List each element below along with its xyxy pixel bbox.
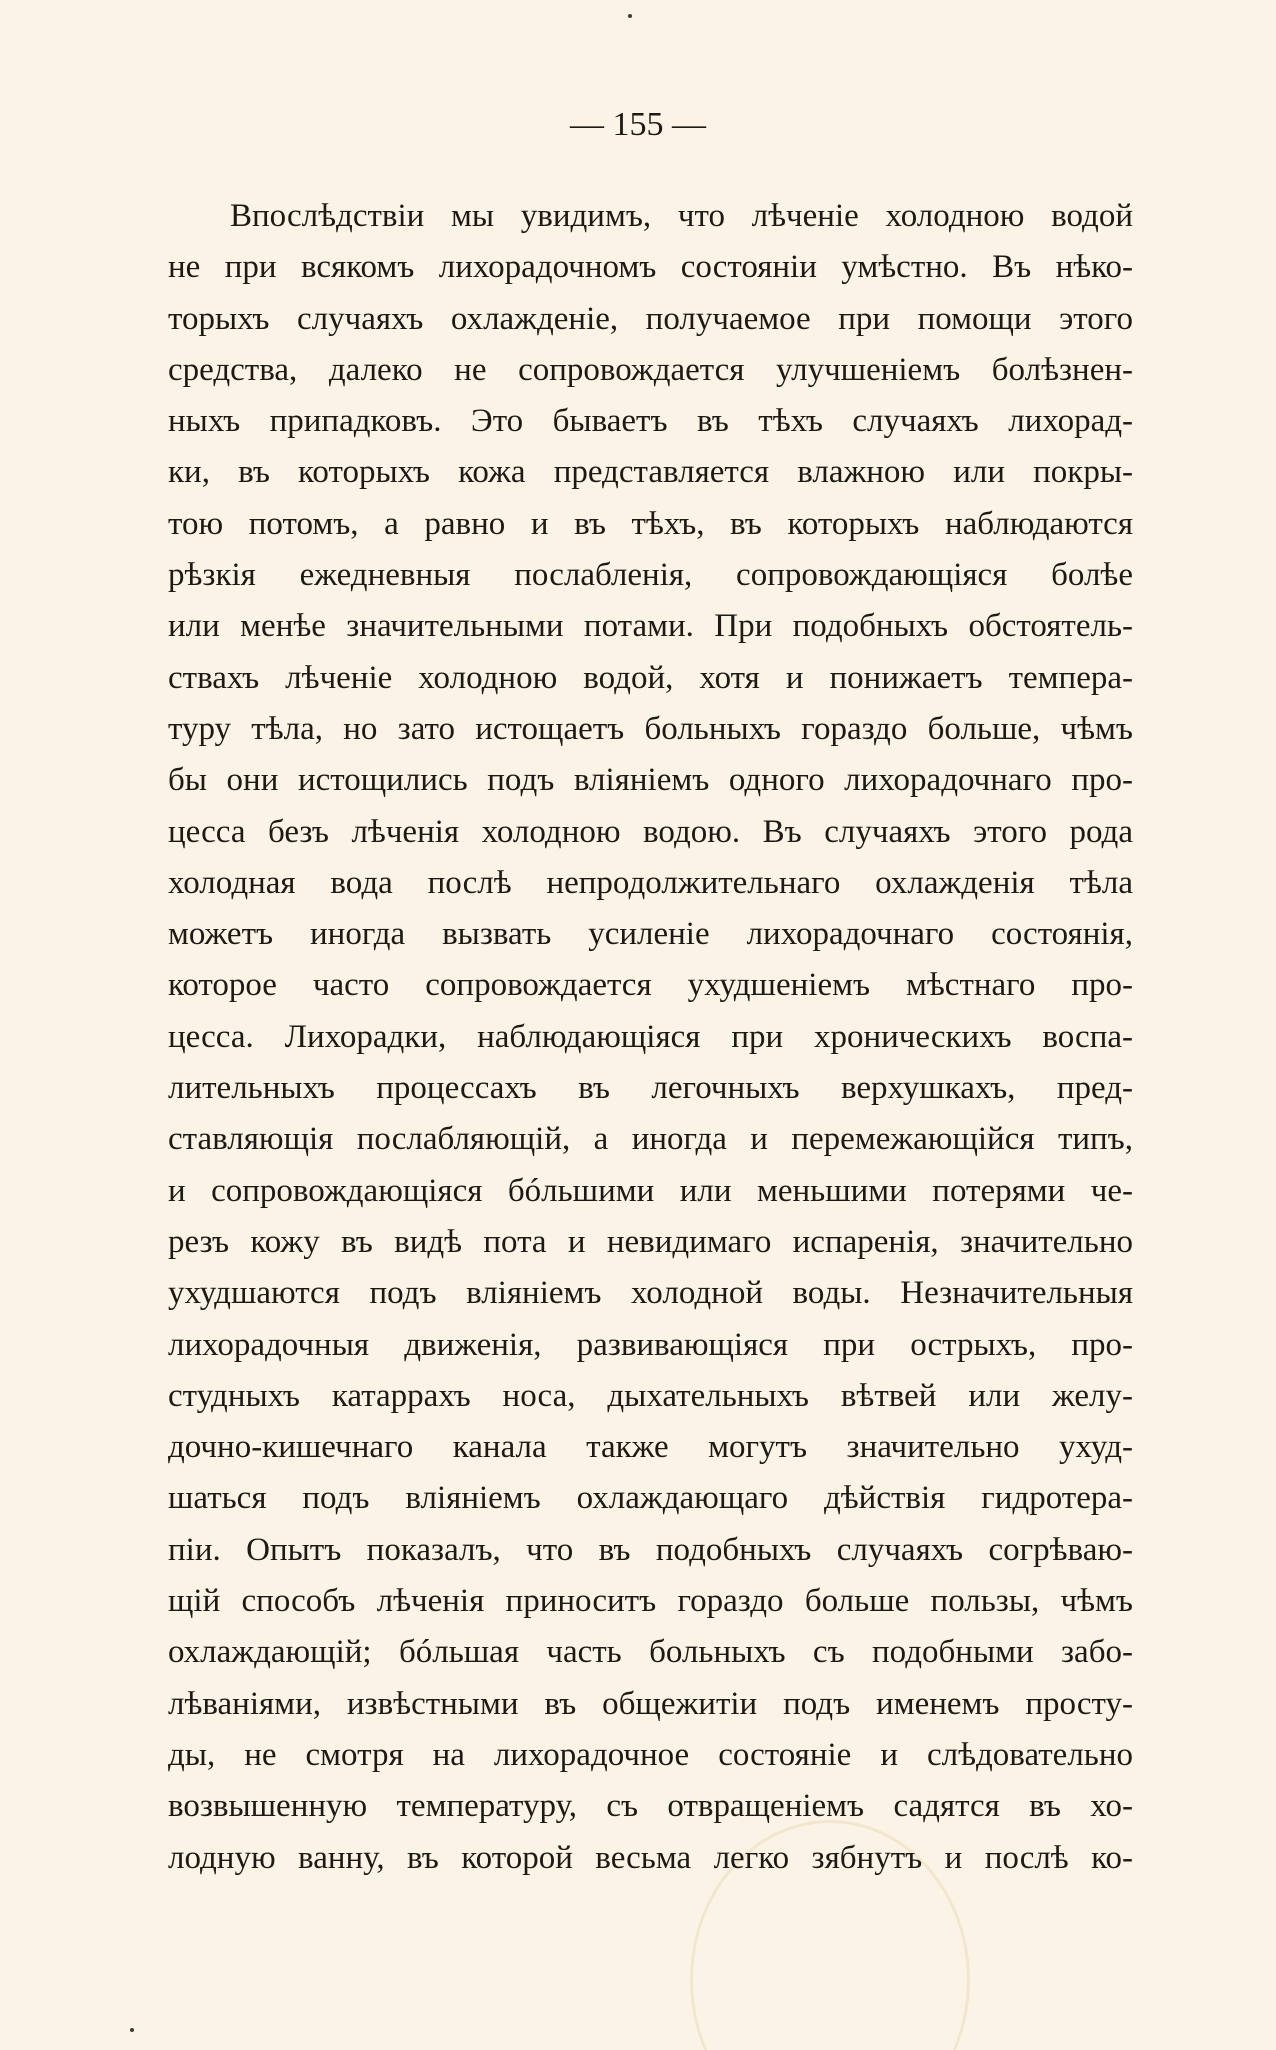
text-line: цесса. Лихорадки, наблюдающіяся при хроническихъ воспа- (168, 1018, 1133, 1055)
text-line: ныхъ припадковъ. Это бываетъ въ тѣхъ случаяхъ лихорад- (168, 403, 1133, 440)
text-line: ствахъ лѣченіе холодною водой, хотя и понижаетъ темпера- (168, 659, 1133, 696)
text-line: средства, далеко не сопровождается улучшеніемъ болѣзнен- (168, 351, 1133, 388)
text-line: студныхъ катаррахъ носа, дыхательныхъ вѣтвей или желу- (168, 1377, 1133, 1414)
text-line: охлаждающій; бóльшая часть больныхъ съ подобными забо- (168, 1634, 1133, 1671)
text-line: торыхъ случаяхъ охлажденіе, получаемое при помощи этого (168, 300, 1133, 337)
text-line: резъ кожу въ видѣ пота и невидимаго испаренія, значительно (168, 1223, 1133, 1260)
text-line: ки, въ которыхъ кожа представляется влажною или покры- (168, 454, 1133, 491)
text-line: щій способъ лѣченія приноситъ гораздо больше пользы, чѣмъ (168, 1583, 1133, 1620)
text-line: лихорадочныя движенія, развивающіяся при острыхъ, про- (168, 1326, 1133, 1363)
text-line: холодная вода послѣ непродолжительнаго охлажденія тѣла (168, 864, 1133, 901)
paragraph-first-line: Впослѣдствіи мы увидимъ, что лѣченіе холодною водой (230, 198, 1133, 234)
text-line: дочно-кишечнаго канала также могутъ значительно ухуд- (168, 1429, 1133, 1466)
text-line: туру тѣла, но зато истощаетъ больныхъ гораздо больше, чѣмъ (168, 710, 1133, 747)
text-line: лѣваніями, извѣстными въ общежитіи подъ именемъ просту- (168, 1685, 1133, 1722)
text-line: можетъ иногда вызвать усиленіе лихорадочнаго состоянія, (168, 916, 1133, 953)
text-line: которое часто сопровождается ухудшеніемъ мѣстнаго про- (168, 967, 1133, 1004)
text-line: ды, не смотря на лихорадочное состояніе и слѣдовательно (168, 1736, 1133, 1773)
page-number: — 155 — (570, 106, 706, 143)
text-line: или менѣе значительными потами. При подобныхъ обстоятель- (168, 608, 1133, 645)
text-line: лительныхъ процессахъ въ легочныхъ верхушкахъ, пред- (168, 1070, 1133, 1107)
ink-speck-top (628, 14, 632, 18)
ink-speck-bottom (130, 2028, 134, 2032)
text-line: цесса безъ лѣченія холодною водою. Въ случаяхъ этого рода (168, 813, 1133, 850)
text-line: не при всякомъ лихорадочномъ состояніи умѣстно. Въ нѣко- (168, 249, 1133, 286)
text-line: рѣзкія ежедневныя послабленія, сопровождающіяся болѣе (168, 557, 1133, 594)
text-line: ставляющія послабляющій, а иногда и перемежающійся типъ, (168, 1121, 1133, 1158)
text-line: лодную ванну, въ которой весьма легко зябнутъ и послѣ ко- (168, 1839, 1133, 1876)
text-line: ухудшаются подъ вліяніемъ холодной воды. Незначительныя (168, 1275, 1133, 1312)
text-line: бы они истощились подъ вліяніемъ одного лихорадочнаго про- (168, 762, 1133, 799)
body-text (168, 191, 1133, 1884)
text-line: и сопровождающіяся бóльшими или меньшими потерями че- (168, 1172, 1133, 1209)
text-line: піи. Опытъ показалъ, что въ подобныхъ случаяхъ согрѣваю- (168, 1531, 1133, 1568)
text-line: тою потомъ, а равно и въ тѣхъ, въ которыхъ наблюдаются (168, 505, 1133, 542)
text-line: возвышенную температуру, съ отвращеніемъ садятся въ хо- (168, 1788, 1133, 1825)
text-line: шаться подъ вліяніемъ охлаждающаго дѣйствія гидротера- (168, 1480, 1133, 1517)
